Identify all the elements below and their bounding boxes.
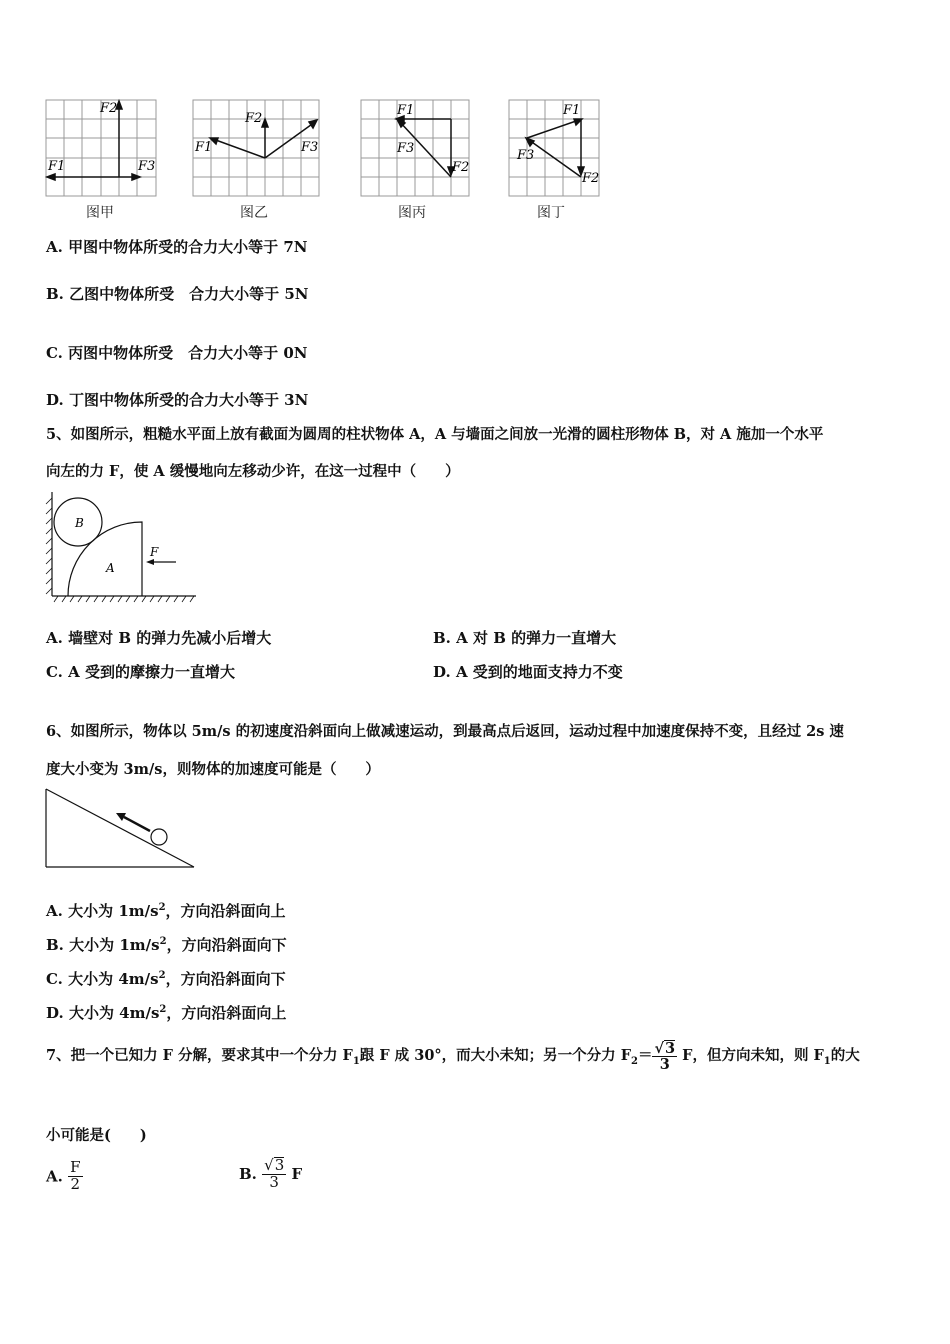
figure-yi (191, 98, 321, 200)
label-f2: F2 (582, 171, 600, 186)
label-f1: F1 (563, 103, 581, 118)
option-text: 乙图中物体所受 合力大小等于 5N (69, 285, 309, 303)
caption-yi: 图乙 (240, 205, 268, 221)
q7-option-a (46, 1160, 83, 1193)
q5-option-a (46, 627, 271, 648)
caption-bing: 图丙 (398, 205, 426, 221)
q4-option-d (46, 389, 308, 410)
label-f3: F3 (517, 148, 535, 163)
option-letter: C. (46, 970, 63, 988)
q5-figure (44, 488, 200, 606)
q6-option-d (46, 1002, 286, 1023)
q7-stem-line1 (46, 1040, 860, 1076)
stem-text: ＝ (637, 1047, 653, 1065)
fraction-sqrt3-over-3: $\frac{√3}{3}$ (264, 1156, 285, 1191)
option-text: 甲图中物体所受的合力大小等于 7N (68, 238, 308, 256)
label-f2: F2 (100, 101, 118, 116)
option-letter: D. (433, 663, 451, 681)
option-text: ，方向沿斜面向上 (165, 902, 286, 920)
option-text: A 受到的地面支持力不变 (455, 663, 623, 681)
superscript: 2 (159, 936, 167, 947)
option-text: 大小为 1m/s (69, 936, 160, 954)
option-text: 墙壁对 B 的弹力先减小后增大 (68, 629, 272, 647)
q4-option-a (46, 236, 307, 257)
q5-option-b (433, 627, 616, 648)
label-f3: F3 (301, 140, 319, 155)
label-f2: F2 (245, 111, 263, 126)
superscript: 2 (158, 970, 166, 981)
figure-jia (44, 98, 160, 200)
fraction-f-over-2 (68, 1160, 82, 1193)
sqrt-radicand: 3 (665, 1040, 676, 1057)
option-letter: C. (46, 663, 63, 681)
option-letter: C. (46, 344, 63, 362)
option-letter: D. (46, 1004, 64, 1022)
option-letter: A. (46, 629, 63, 647)
option-text: A 受到的摩擦力一直增大 (68, 663, 236, 681)
label-f1: F1 (397, 103, 415, 118)
option-text: ，方向沿斜面向下 (166, 936, 287, 954)
option-text: A 对 B 的弹力一直增大 (456, 629, 617, 647)
fraction-numerator: F (70, 1158, 81, 1176)
label-f1: F1 (48, 159, 66, 174)
option-text: 丁图中物体所受的合力大小等于 3N (68, 391, 309, 409)
option-text: F (286, 1164, 303, 1183)
option-text: ，方向沿斜面向上 (166, 1004, 287, 1022)
q4-option-c (46, 342, 308, 363)
option-letter: B. (433, 629, 451, 647)
option-letter: A. (46, 238, 63, 256)
subscript: 2 (631, 1056, 638, 1068)
option-letter: B. (46, 285, 64, 303)
label-b: B (75, 516, 84, 530)
q6-figure (44, 787, 198, 871)
q7-stem-line2: 小可能是( ) (46, 1127, 147, 1144)
label-f3: F3 (397, 141, 415, 156)
stem-text: 的大 (830, 1047, 860, 1065)
subscript: 1 (823, 1056, 831, 1068)
caption-ding: 图丁 (537, 205, 565, 221)
q6-stem-line1: 6、如图所示，物体以 5m/s 的初速度沿斜面向上做减速运动，到最高点后返回，运动过程中加速度保持不变，且经过 2s 速 (46, 723, 844, 740)
q7-option-b (239, 1157, 302, 1191)
stem-text: 7、把一个已知力 F 分解，要求其中一个分力 F (46, 1047, 353, 1065)
label-f: F (150, 545, 159, 559)
q5-stem-line2: 向左的力 F，使 A 缓慢地向左移动少许，在这一过程中（ ） (46, 463, 460, 480)
q5-option-c (46, 661, 235, 682)
sqrt-radicand: 3 (274, 1156, 285, 1174)
option-text: 大小为 4m/s (68, 1004, 160, 1022)
q6-option-a (46, 900, 286, 921)
fraction-denominator: 3 (269, 1172, 279, 1191)
option-letter: D. (46, 391, 64, 409)
fraction-sqrt3-over-3: $\frac{√3}{3}$ (654, 1040, 676, 1074)
label-f2: F2 (452, 160, 470, 175)
q4-option-b (46, 283, 309, 304)
q5-stem-line1: 5、如图所示，粗糙水平面上放有截面为圆周的柱状物体 A，A 与墙面之间放一光滑的圆柱形物体 B，对 A 施加一个水平 (46, 426, 824, 443)
label-a: A (106, 561, 115, 575)
fraction-denominator: 2 (70, 1174, 81, 1193)
figure-ding (507, 98, 603, 200)
q5-option-d (433, 661, 623, 682)
option-text: 大小为 4m/s (68, 970, 159, 988)
superscript: 2 (159, 1004, 167, 1015)
superscript: 2 (158, 902, 166, 913)
q6-stem-line2: 度大小变为 3m/s，则物体的加速度可能是（ ） (46, 761, 380, 778)
option-text: ，方向沿斜面向下 (165, 970, 286, 988)
stem-text: F，但方向未知，则 F (677, 1047, 824, 1065)
option-letter: B. (239, 1164, 257, 1183)
option-letter: A. (46, 902, 63, 920)
option-text: 大小为 1m/s (68, 902, 159, 920)
fraction-denominator: 3 (659, 1056, 670, 1074)
option-letter: B. (46, 936, 64, 954)
label-f3: F3 (138, 159, 156, 174)
stem-text: 跟 F 成 30°，而大小未知；另一个分力 F (359, 1047, 632, 1065)
option-letter: A. (46, 1167, 63, 1186)
figure-bing (359, 98, 471, 200)
q6-option-c (46, 968, 286, 989)
q6-option-b (46, 934, 287, 955)
label-f1: F1 (195, 140, 213, 155)
subscript: 1 (352, 1056, 360, 1068)
option-text: 丙图中物体所受 合力大小等于 0N (68, 344, 308, 362)
caption-jia: 图甲 (86, 205, 114, 221)
